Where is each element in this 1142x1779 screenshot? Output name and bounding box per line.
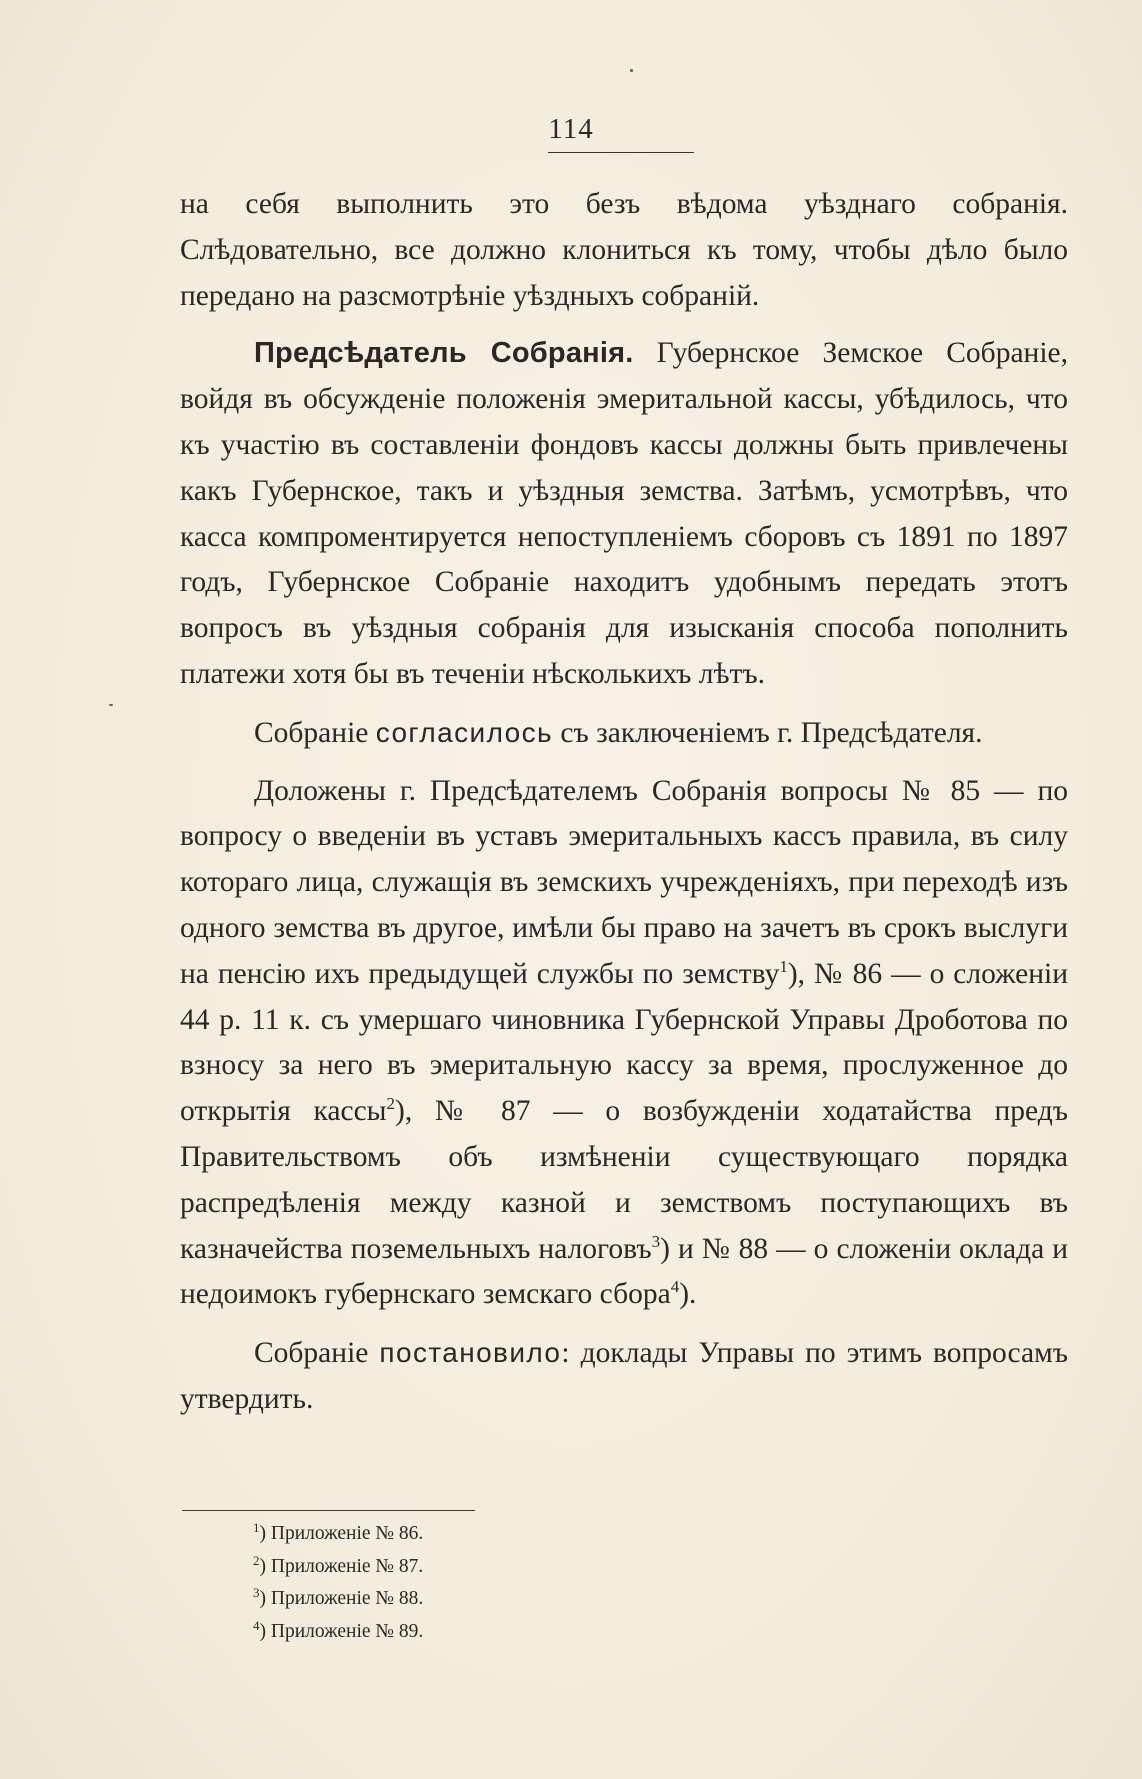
footnote-ref-3: 3 [651,1231,661,1251]
paragraph-2-text: Губернское Земское Собраніе, войдя въ обсужденіе положенія эмеритальной кассы, убѣдилось, что къ участію въ составленіи фондовъ кассы должны быть привлечены какъ Губернское, такъ и уѣздныя земства. Затѣмъ, усмотрѣвъ, что касса компроментируется непоступленіемъ сборовъ съ 1891 по 1897 годъ, Губернское Собраніе находитъ удобнымъ передать этотъ вопросъ въ уѣздныя собранія для изысканія способа пополнить платежи хотя бы въ теченіи нѣсколькихъ лѣтъ. [180,337,1068,690]
margin-speck [109,704,113,706]
paragraph-4-part-c: ), № 87 — о возбужденіи ходатайства предъ Правительствомъ объ измѣненіи существующаго порядка распредѣленія между казной и земствомъ поступающихъ въ казначейства поземельныхъ налоговъ [180,1095,1068,1265]
paragraph-4-part-e: ). [679,1278,697,1311]
speaker-name: Предсѣдатель Собранія. [254,337,634,370]
body-text [180,182,1068,1423]
paragraph-gap [180,757,1068,769]
footnote-ref-1: 1 [779,956,788,976]
paragraph-gap [180,1318,1068,1330]
footnote-number: 2 [253,1552,260,1568]
paragraph-5-start: Собраніе [254,1337,380,1370]
footnote-item [253,1616,753,1649]
footnote-number: 4 [253,1617,260,1633]
footnote-text: ) Приложеніе № 87. [259,1555,424,1577]
paragraph-4 [180,769,1068,1319]
margin-speck [630,69,633,72]
paragraph-gap [180,319,1068,331]
page-number-rule [548,152,694,153]
paragraph-3 [180,710,1068,757]
footnote-item [253,1583,753,1616]
footnote-item [253,1551,753,1584]
footnotes [253,1518,753,1648]
footnote-text: ) Приложеніе № 86. [259,1523,424,1544]
paragraph-4-part-d: ) и № 88 — о сложеніи оклада и недоимокъ губернскаго земскаго сбора [180,1232,1068,1311]
paragraph-3-start: Собраніе [254,716,376,749]
paragraph-2 [180,331,1068,697]
footnote-number: 1 [253,1520,260,1535]
footnote-ref-2: 2 [386,1094,395,1114]
footnote-rule [182,1510,475,1511]
paragraph-gap [180,698,1068,710]
paragraph-5 [180,1330,1068,1423]
footnote-text: ) Приложеніе № 88. [259,1588,424,1609]
paragraph-4-part-a: Доложены г. Предсѣдателемъ Собранія вопросы № 85 — по вопросу о введеніи въ уставъ эмеритальныхъ кассъ правила, въ силу котораго лица, служащія въ земскихъ учрежденіяхъ, при переходѣ изъ одного земства въ другое, имѣли бы право на зачетъ въ срокъ выслуги на пенсію ихъ предыдущей службы по земству [180,774,1068,990]
paragraph-5-end: : доклады Управы по этимъ вопросамъ утвердить. [180,1337,1069,1415]
paragraph-4-part-b: ), № 86 — о сложеніи 44 р. 11 к. съ умершаго чиновника Губернской Управы Дроботова по взносу за него въ эмеритальную кассу за время, прослуженное до открытія кассы [180,957,1068,1128]
footnote-text: ) Приложеніе № 89. [259,1620,424,1642]
paragraph-3-end: съ заключеніемъ г. Предсѣдателя. [552,716,983,749]
resolution-word: постановило [379,1337,562,1369]
page-number: 114 [548,113,594,145]
resolution-word: согласилось [375,716,553,748]
footnote-number: 3 [253,1585,260,1600]
footnote-ref-4: 4 [670,1277,680,1297]
footnote-item [253,1518,753,1551]
paragraph-1: на себя выполнить это безъ вѣдома уѣзднаго собранія. Слѣдовательно, все должно клониться къ тому, чтобы дѣло было передано на разсмотрѣніе уѣздныхъ собраній. [180,188,1068,312]
